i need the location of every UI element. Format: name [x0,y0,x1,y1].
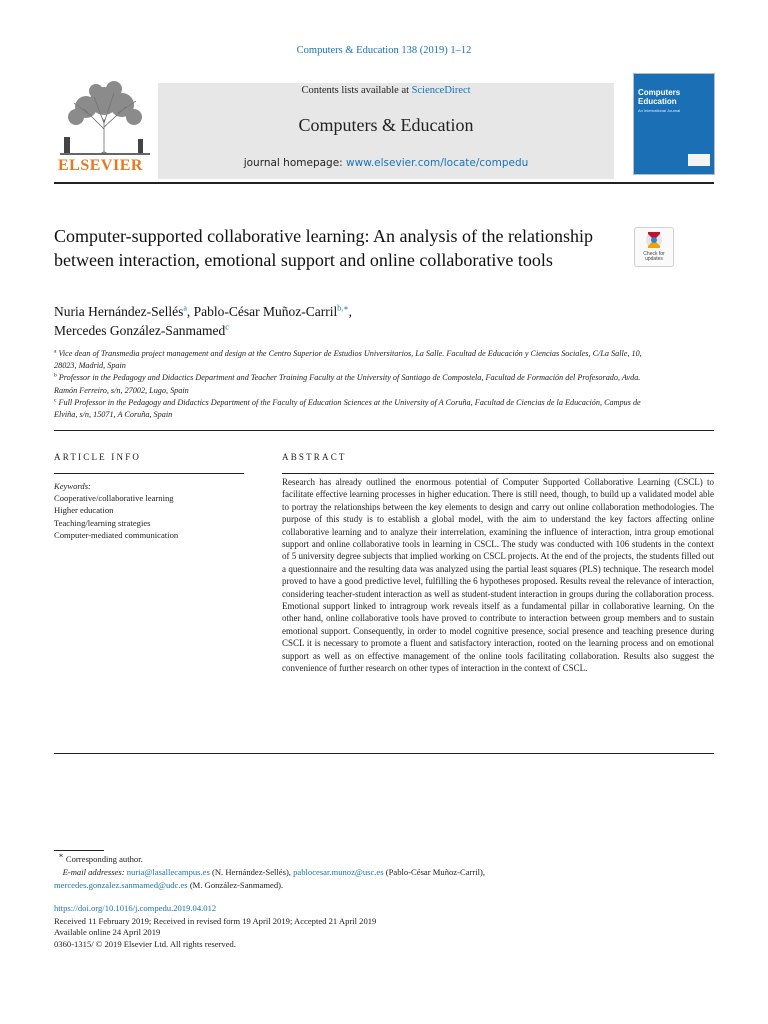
keywords-label: Keywords: [54,481,91,491]
abstract-text: Research has already outlined the enormous potential of Computer Supported Collaborative Learning (CSCL) to facilitate effective learning processes in higher education. There is still need, though, to build up a validated model able to portray the relationships between the key elements to design and carry out online collaboration methodologies. The purpose of this study is to establish a global model, with the aim to understand the key factors affecting online collaborative learning and to analyze their interrelation, examining the influence of interaction, intra group emotional support and online collaborative tools in learning in CSCL. The study was conducted with 106 students in the context of 5 university degree subjects that implied working on CSCL projects. At the end of the projects, the students filled out a questionnaire and the resulting data was analyzed using the partial least squares (PLS) technique. The research model proved to have a good predictive level, fulfilling the 6 hypotheses proposed. Results reveal the relevance of interaction, considering teacher-student interaction as well as student-student interaction in groups during the collaboration process. Emotional support linked to intragroup work reveals itself as a fundamental pillar in collaborative learning. On the other hand, online collaborative tools have proved to contribute to interaction between group members and to sustain emotional support. Consequently, in order to model cognitive presence, social presence and teaching presence during CSCL it is necessary to promote a fluent and satisfactory interaction, rooted on the learning process and on emotional support as well as on effective management of the online tools facilitating collaboration. Results also suggest the convenience of further research on other types of interaction in the context of CSCL. [282,477,714,674]
abstract-bottom-divider [54,753,714,754]
crossmark-label [635,252,673,262]
cover-subtitle: An International Journal [638,108,681,113]
abstract-heading: ABSTRACT [282,452,347,462]
keyword-item: Higher education [54,505,114,516]
affiliations [54,348,664,421]
available-online: Available online 24 April 2019 [54,927,161,938]
author-name: Mercedes González-Sanmamed [54,323,226,338]
keywords-block [54,480,254,541]
front-matter-divider [54,430,714,431]
email-link[interactable]: pablocesar.munoz@usc.es [293,867,384,877]
affiliation-item [54,348,664,372]
author-separator: , [348,304,353,319]
footnotes [54,853,694,892]
keyword-item: Teaching/learning strategies [54,517,151,528]
elsevier-wordmark: ELSEVIER [58,157,143,174]
email-addresses [54,866,694,892]
crossmark-icon [635,228,673,252]
contents-line [158,85,614,96]
cover-band [688,154,710,166]
cover-title-line2: Education [638,97,677,106]
affiliation-item [54,397,664,421]
email-link[interactable]: mercedes.gonzalez.sanmamed@udc.es [54,880,188,890]
sciencedirect-link[interactable]: ScienceDirect [411,85,471,96]
affiliation-marker: b [54,372,57,379]
corresponding-marker: ∗ [58,851,64,861]
cover-title [638,88,680,106]
author-affiliation-marker[interactable]: a [183,303,187,313]
keyword-item: Computer-mediated communication [54,529,179,540]
author-name: Nuria Hernández-Sellés [54,304,184,319]
cover-title-line1: Computers [638,88,681,97]
email-owner: (Pablo-César Muñoz-Carril), [383,867,486,877]
homepage-line [158,157,614,169]
author-separator: , [186,304,194,319]
publication-info [54,903,694,950]
email-owner: (N. Hernández-Sellés), [209,867,294,877]
email-link[interactable]: nuria@lasallecampus.es [126,867,210,877]
check-for-updates-badge[interactable] [634,227,674,267]
author-affiliation-marker[interactable]: c [225,322,229,332]
affiliation-marker: c [54,397,57,404]
received-dates: Received 11 February 2019; Received in revised form 19 April 2019; Accepted 21 April 2019 [54,915,377,926]
author-list [54,302,614,340]
author-name: Pablo-César Muñoz-Carril [193,304,338,319]
contents-prefix: Contents lists available at [301,85,412,96]
journal-title: Computers & Education [298,115,474,135]
affiliation-marker: a [54,348,57,355]
article-title: Computer-supported collaborative learning: An analysis of the relationship between interaction, emotional support and online collaborative tools [54,226,594,270]
journal-homepage-link[interactable]: www.elsevier.com/locate/compedu [346,157,529,169]
article-info-rule [54,473,244,474]
journal-cover-thumbnail [633,73,715,175]
email-owner: (M. González-Sanmamed). [187,880,284,890]
crossmark-line1: Check for [643,251,665,257]
abstract-rule [282,473,714,474]
header-divider [54,182,714,184]
corresponding-text: Corresponding author. [65,854,143,864]
affiliation-text: Professor in the Pedagogy and Didactics Department and Teacher Training Faculty at the University of Santiago de Compostela, Facultad de Formación del Profesorado, Avda. Ramón Ferreiro, s/n, 27002, Lugo, Spain [54,373,641,395]
homepage-prefix: journal homepage: [243,157,347,169]
article-info-heading: ARTICLE INFO [54,452,142,462]
affiliation-text: Full Professor in the Pedagogy and Didactics Department of the Faculty of Education Sciences at the University of A Coruña, Facultad de Ciencias de la Educación, Campus de Elviña, s/n, 15071, A Coruña, Spain [54,397,641,420]
corresponding-author-note [54,853,694,866]
affiliation-text: Vice dean of Transmedia project management and design at the Centro Superior de Estudios Universitarios, La Salle. Facultad de Educación y Ciencias Sociales, C/La Salle, 10, 28023, Madrid, Spain [54,349,642,371]
keyword-item: Cooperative/collaborative learning [54,493,174,504]
journal-header [54,73,714,181]
copyright: 0360-1315/ © 2019 Elsevier Ltd. All rights reserved. [54,938,236,949]
author-affiliation-marker[interactable]: b,∗ [337,303,349,313]
journal-reference-link[interactable]: Computers & Education 138 (2019) 1–12 [296,45,472,56]
journal-banner [158,83,614,179]
affiliation-item [54,372,664,396]
email-label: E-mail addresses: [62,867,127,877]
doi-link[interactable]: https://doi.org/10.1016/j.compedu.2019.04.012 [54,903,217,913]
crossmark-line2: updates [645,256,663,262]
